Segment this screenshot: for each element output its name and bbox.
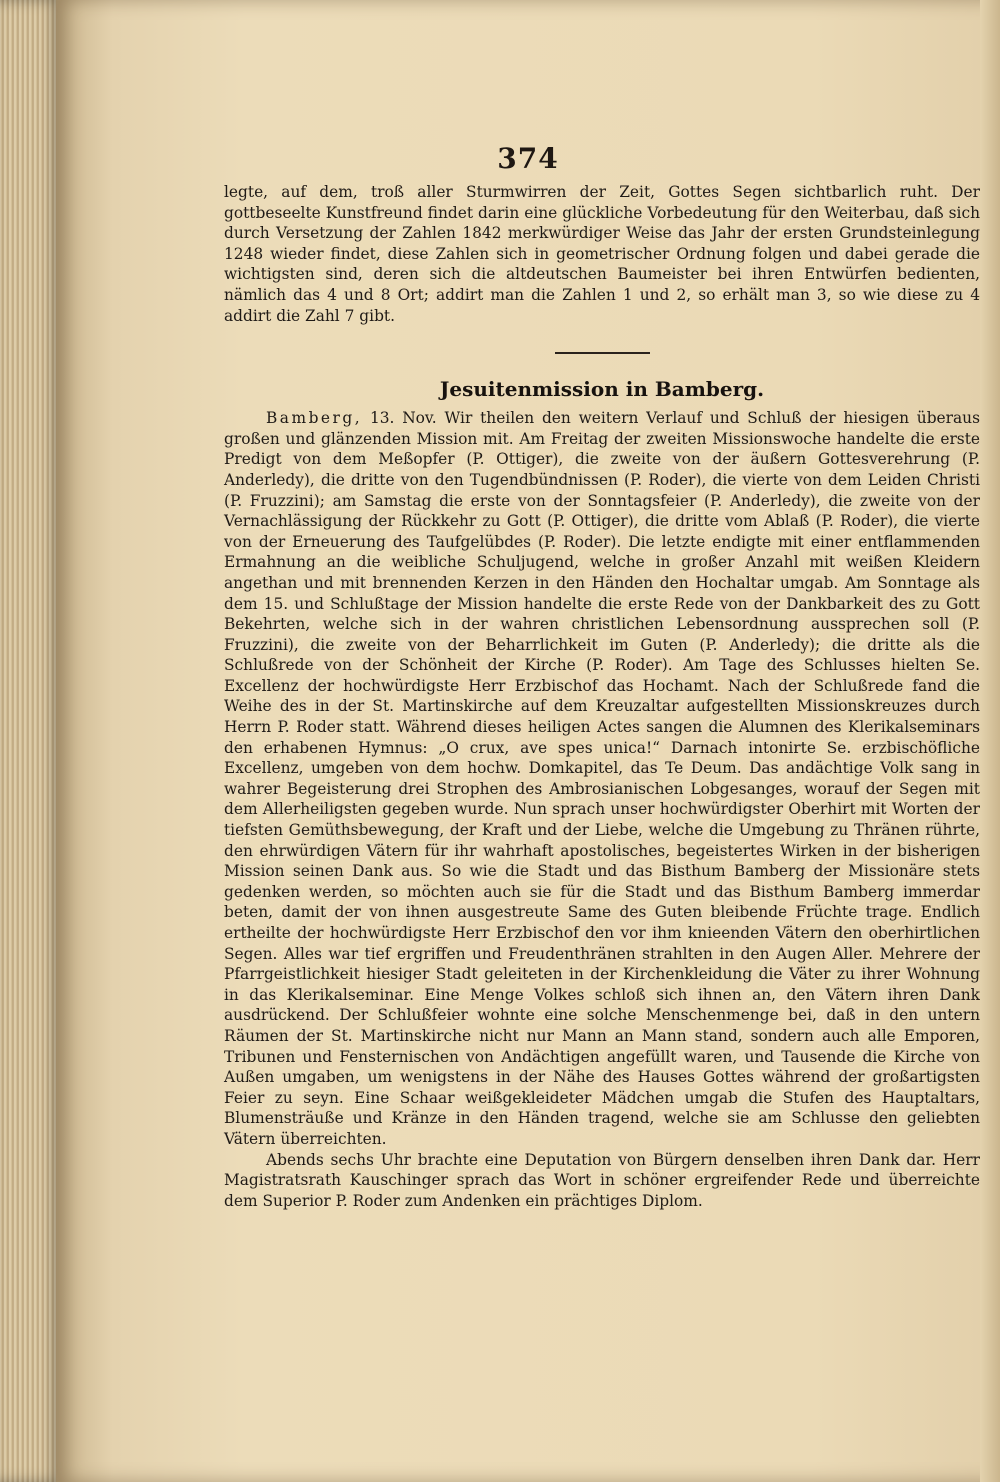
section-divider	[555, 352, 650, 354]
dateline-place: Bamberg,	[266, 409, 363, 428]
text-column	[224, 182, 980, 1211]
article-body-text: 13. Nov. Wir theilen den weitern Verlauf und Schluß der hiesigen überaus großen und glänzenden Mission mit. Am Freitag der zweiten Missionswoche handelte die erste Predigt von dem Meßopfer (P. Ottiger), die zweite von der äußern Gottesverehrung (P. Anderledy), die dritte von den Tugendbündnissen (P. Roder), die vierte von dem Leiden Christi (P. Fruzzini); am Samstag die erste von der Sonntagsfeier (P. Anderledy), die zweite von der Vernachlässigung der Rückkehr zu Gott (P. Ottiger), die dritte vom Ablaß (P. Roder), die vierte von der Erneuerung des Taufgelübdes (P. Roder). Die letzte endigte mit einer entflammenden Ermahnung an die weibliche Schuljugend, welche in großer Anzahl mit weißen Kleidern angethan und mit brennenden Kerzen in den Händen den Hochaltar umgab. Am Sonntage als dem 15. und Schlußtage der Mission handelte die erste Rede von der Dankbarkeit des zu Gott Bekehrten, welche sich in der wahren christlichen Lebensordnung aussprechen soll (P. Fruzzini), die zweite von der Beharrlichkeit im Guten (P. Anderledy); die dritte als die Schlußrede von der Schönheit der Kirche (P. Roder). Am Tage des Schlusses hielten Se. Excellenz der hochwürdigste Herr Erzbischof das Hochamt. Nach der Schlußrede fand die Weihe des in der St. Martinskirche auf dem Kreuzaltar aufgestellten Missionskreuzes durch Herrn P. Roder statt. Während dieses heiligen Actes sangen die Alumnen des Klerikalseminars den erhabenen Hymnus: „O crux, ave spes unica!“ Darnach intonirte Se. erzbischöfliche Excellenz, umgeben von dem hochw. Domkapitel, das Te Deum. Das andächtige Volk sang in wahrer Begeisterung drei Strophen des Ambrosianischen Lobgesanges, worauf der Segen mit dem Allerheiligsten gegeben wurde. Nun sprach unser hochwürdigster Oberhirt mit Worten der tiefsten Gemüthsbewegung, der Kraft und der Liebe, welche die Umgebung zu Thränen rührte, den ehrwürdigen Vätern für ihr wahrhaft apostolisches, begeistertes Wirken in der bisherigen Mission seinen Dank aus. So wie die Stadt und das Bisthum Bamberg der Missionäre stets gedenken werden, so möchten auch sie für die Stadt und das Bisthum Bamberg immerdar beten, damit der von ihnen ausgestreute Same des Guten bleibende Früchte trage. Endlich ertheilte der hochwürdigste Herr Erzbischof den vor ihm knieenden Vätern den oberhirtlichen Segen. Alles war tief ergriffen und Freudenthränen strahlten in den Augen Aller. Mehrere der Pfarrgeistlichkeit hiesiger Stadt geleiteten in der Kirchenkleidung die Väter zu ihrer Wohnung in das Klerikalseminar. Eine Menge Volkes schloß sich ihnen an, den Vätern ihren Dank ausdrückend. Der Schlußfeier wohnte eine solche Menschenmenge bei, daß in den untern Räumen der St. Martinskirche nicht nur Mann an Mann stand, sondern auch alle Emporen, Tribunen und Fensternischen von Andächtigen angefüllt waren, und Tausende die Kirche von Außen umgaben, um wenigstens in der Nähe des Hauses Gottes während der großartigsten Feier zu seyn. Eine Schaar weißgekleideter Mädchen umgab die Stufen des Hauptaltars, Blumensträuße und Kränze in den Händen tragend, welche sie am Schlusse den geliebten Vätern überreichten.	[224, 409, 980, 1148]
page-sheet	[56, 0, 1000, 1482]
article-heading: Jesuitenmission in Bamberg.	[439, 377, 765, 402]
page-number: 374	[497, 142, 559, 175]
page-right-edge	[980, 0, 1000, 1482]
closing-paragraph: Abends sechs Uhr brachte eine Deputation von Bürgern denselben ihren Dank dar. Herr Magistratsrath Kauschinger sprach das Wort in schöner ergreifender Rede und überreichte dem Superior P. Roder zum Andenken ein prächtiges Diplom.	[224, 1150, 980, 1210]
book-spine-edge	[0, 0, 62, 1482]
continued-paragraph: legte, auf dem, troß aller Sturmwirren der Zeit, Gottes Segen sichtbarlich ruht. Der gottbeseelte Kunstfreund findet darin eine glückliche Vorbedeutung für den Weiterbau, daß sich durch Versetzung der Zahlen 1842 merkwürdiger Weise das Jahr der ersten Grundsteinlegung 1248 wieder findet, diese Zahlen sich in geometrischer Ordnung folgen und dabei gerade die wichtigsten sind, deren sich die altdeutschen Baumeister bei ihren Entwürfen bedienten, nämlich das 4 und 8 Ort; addirt man die Zahlen 1 und 2, so erhält man 3, so wie diese zu 4 addirt die Zahl 7 gibt.	[224, 183, 980, 325]
article-body-paragraph	[224, 408, 980, 1149]
